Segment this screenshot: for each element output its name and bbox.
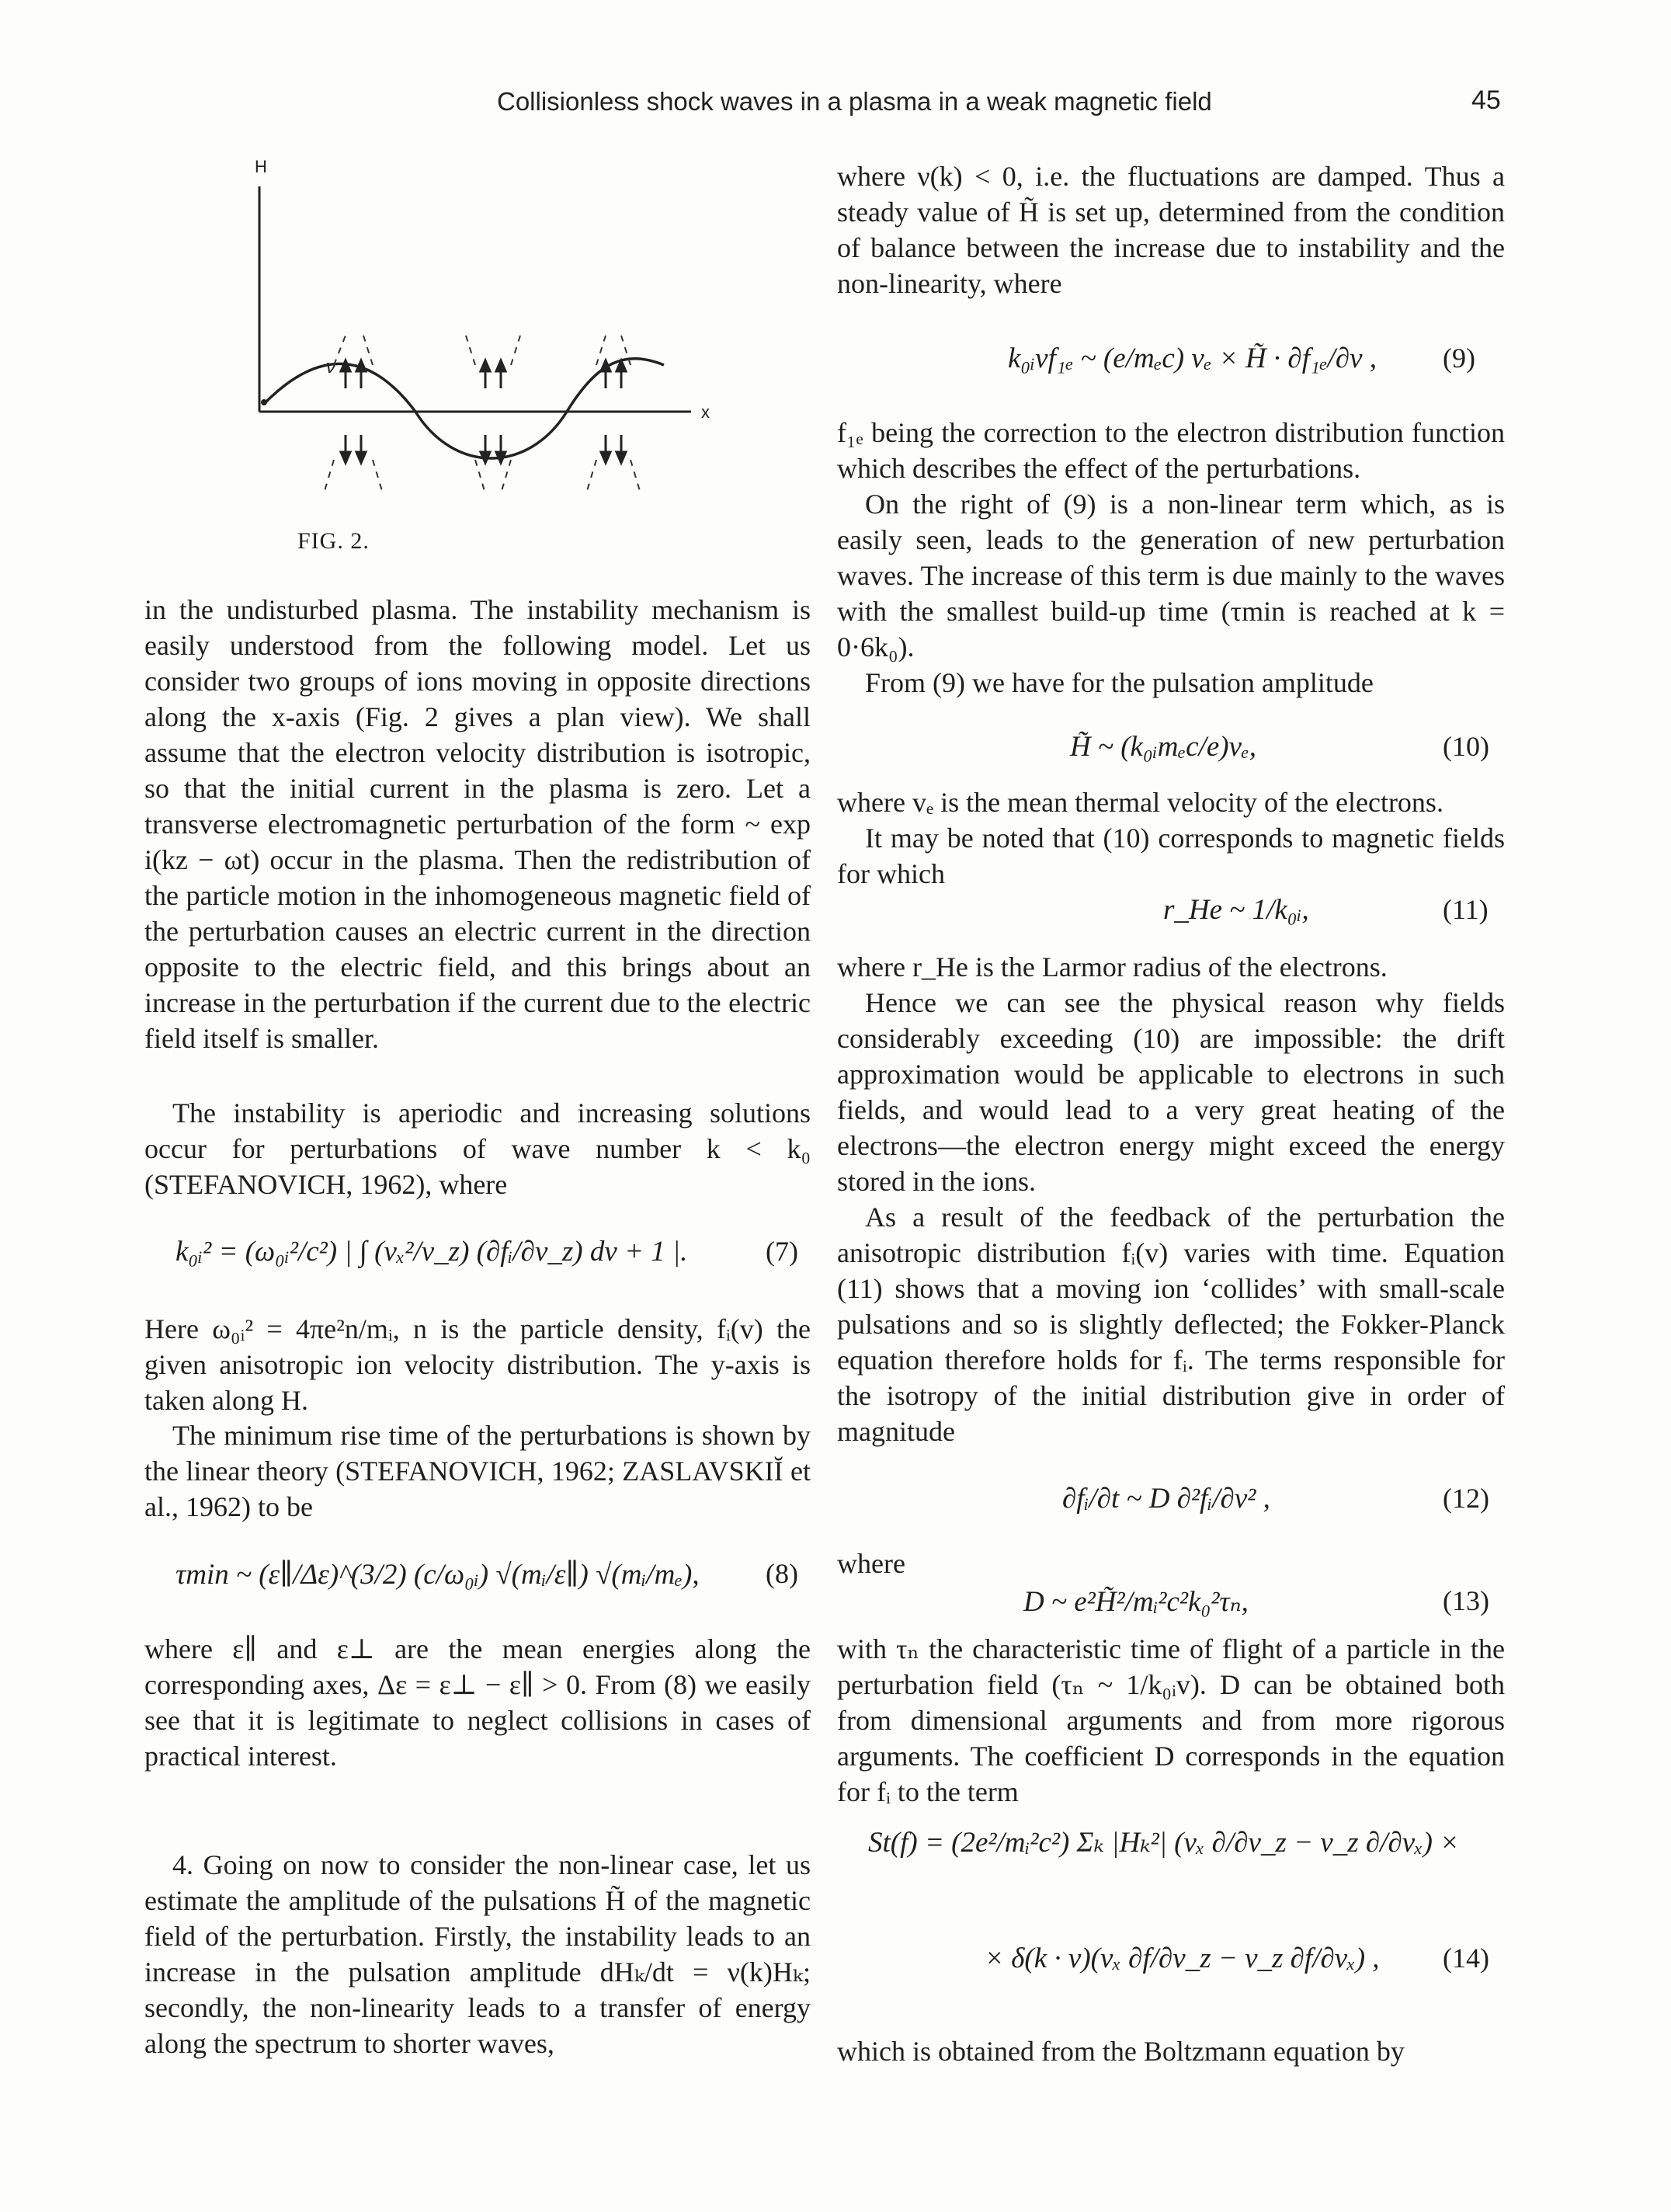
equation-7-number: (7) bbox=[766, 1236, 798, 1267]
where-label: where bbox=[837, 1548, 905, 1579]
running-title: Collisionless shock waves in a plasma in a weak magnetic field bbox=[497, 87, 1212, 116]
right-paragraph-9: As a result of the feedback of the perturbation the anisotropic distribution fᵢ(v) varies with time. Equation (11) shows that a moving ion ‘collides’ with small-scale pulsations and so is slightly deflected; the Fokker-Planck equation therefore holds for fᵢ. The terms responsible for the isotropy of the initial distribution give in order of magnitude bbox=[837, 1202, 1505, 1447]
equation-12: ∂fᵢ/∂t ~ D ∂²fᵢ/∂v² , bbox=[1062, 1483, 1270, 1515]
right-paragraph-5: where vₑ is the mean thermal velocity of the electrons. bbox=[837, 787, 1443, 818]
equation-14-line-2: × δ(k · v)(vₓ ∂f/∂v_z − v_z ∂f/∂vₓ) , bbox=[985, 1942, 1380, 1974]
equation-10-number: (10) bbox=[1443, 731, 1489, 762]
right-paragraph-3: On the right of (9) is a non-linear term which, as is easily seen, leads to the generation of new perturbation waves. The increase of this term is due mainly to the waves with the smallest build-up time (τmin is reached at k = 0·6k₀). bbox=[837, 489, 1505, 663]
right-paragraph-10: with τₙ the characteristic time of flight of a particle in the perturbation field (τₙ ~ 1/k₀ᵢv). D can be obtained both from dimensional arguments and from more rigorous arguments. The coefficient D corresponds in the equation for fᵢ to the term bbox=[837, 1633, 1505, 1807]
equation-9-number: (9) bbox=[1443, 343, 1475, 374]
right-paragraph-11: which is obtained from the Boltzmann equation by bbox=[837, 2036, 1405, 2067]
right-paragraph-7: where r_He is the Larmor radius of the electrons. bbox=[837, 951, 1388, 983]
equation-7: k₀ᵢ² = (ω₀ᵢ²/c²) | ∫ (vₓ²/v_z) (∂fᵢ/∂v_z) dv + 1 |. bbox=[175, 1236, 688, 1268]
equation-11: r_He ~ 1/k₀ᵢ, bbox=[1163, 894, 1309, 926]
left-paragraph-4: The minimum rise time of the perturbations is shown by the linear theory (STEFANOVICH, 1962; ZASLAVSKIĬ et al., 1962) to be bbox=[144, 1420, 811, 1522]
wave-label: ν bbox=[326, 356, 335, 377]
equation-8: τmin ~ (ε∥/Δε)^(3/2) (c/ω₀ᵢ) √(mᵢ/ε∥) √(mᵢ/mₑ), bbox=[175, 1559, 700, 1591]
equation-12-number: (12) bbox=[1443, 1483, 1489, 1514]
equation-14-number: (14) bbox=[1443, 1942, 1489, 1974]
equation-13: D ~ e²H̃²/mᵢ²c²k₀²τₙ, bbox=[1023, 1586, 1249, 1618]
left-paragraph-3: Here ω₀ᵢ² = 4πe²n/mᵢ, n is the particle density, fᵢ(v) the given anisotropic ion velocity distribution. The y-axis is taken along H. bbox=[144, 1313, 811, 1416]
ion-trajectory-dashes bbox=[325, 336, 640, 491]
right-paragraph-6: It may be noted that (10) corresponds to magnetic fields for which bbox=[837, 823, 1505, 889]
equation-13-number: (13) bbox=[1443, 1585, 1489, 1616]
axis-y-label: H bbox=[255, 157, 267, 176]
left-paragraph-5: where ε∥ and ε⊥ are the mean energies along the corresponding axes, Δε = ε⊥ − ε∥ > 0. From (8) we easily see that it is legitimate to neglect collisions in cases of practical interest. bbox=[144, 1633, 811, 1772]
figure-2 bbox=[233, 155, 730, 520]
equation-10: H̃ ~ (k₀ᵢmₑc/e)vₑ, bbox=[1070, 731, 1256, 763]
equation-9: k₀ᵢvf₁ₑ ~ (e/mₑc) vₑ × H̃ · ∂f₁ₑ/∂v , bbox=[1008, 343, 1377, 374]
figure-caption: FIG. 2. bbox=[297, 528, 370, 554]
left-paragraph-2: The instability is aperiodic and increasing solutions occur for perturbations of wave number k < k₀ (STEFANOVICH, 1962), where bbox=[144, 1097, 811, 1200]
magnetic-field-wave bbox=[266, 359, 664, 458]
equation-11-number: (11) bbox=[1443, 894, 1489, 925]
left-paragraph-1: in the undisturbed plasma. The instability mechanism is easily understood from the following model. Let us consider two groups of ions moving in opposite directions along the x-axis (Fig. 2 gives a plan view). We shall assume that the electron velocity distribution is isotropic, so that the initial current in the plasma is zero. Let a transverse electromagnetic perturbation of the form ~ exp i(kz − ωt) occur in the plasma. Then the redistribution of the particle motion in the inhomogeneous magnetic field of the perturbation causes an electric current in the direction opposite to the electric field, and this brings about an increase in the perturbation if the current due to the electric field itself is smaller. bbox=[144, 594, 811, 1054]
right-paragraph-2: f₁ₑ being the correction to the electron distribution function which describes the effect of the perturbations. bbox=[837, 417, 1505, 484]
equation-14-line-1: St(f) = (2e²/mᵢ²c²) Σₖ |Hₖ²| (vₓ ∂/∂v_z − v_z ∂/∂vₓ) × bbox=[868, 1827, 1460, 1859]
page-number: 45 bbox=[1471, 85, 1501, 115]
right-paragraph-8: Hence we can see the physical reason why fields considerably exceeding (10) are impossible: the drift approximation would be applicable to electrons in such fields, and would lead to a very great heating of the electrons—the electron energy might exceed the energy stored in the ions. bbox=[837, 987, 1505, 1197]
wave-start-dot bbox=[261, 399, 267, 405]
left-paragraph-6: 4. Going on now to consider the non-linear case, let us estimate the amplitude of the pulsations H̃ of the magnetic field of the perturbation. Firstly, the instability leads to an increase in the pulsation amplitude dHₖ/dt = ν(k)Hₖ; secondly, the non-linearity leads to a transfer of energy along the spectrum to shorter waves, bbox=[144, 1849, 811, 2059]
right-paragraph-4: From (9) we have for the pulsation amplitude bbox=[865, 667, 1374, 698]
equation-8-number: (8) bbox=[766, 1558, 798, 1589]
right-paragraph-1: where ν(k) < 0, i.e. the fluctuations are damped. Thus a steady value of H̃ is set up, determined from the condition of balance between the increase due to instability and the non-linearity, where bbox=[837, 161, 1505, 299]
axis-x-label: x bbox=[701, 402, 710, 422]
ion-arrows-upper bbox=[341, 360, 626, 388]
ion-arrows-lower bbox=[341, 435, 626, 463]
